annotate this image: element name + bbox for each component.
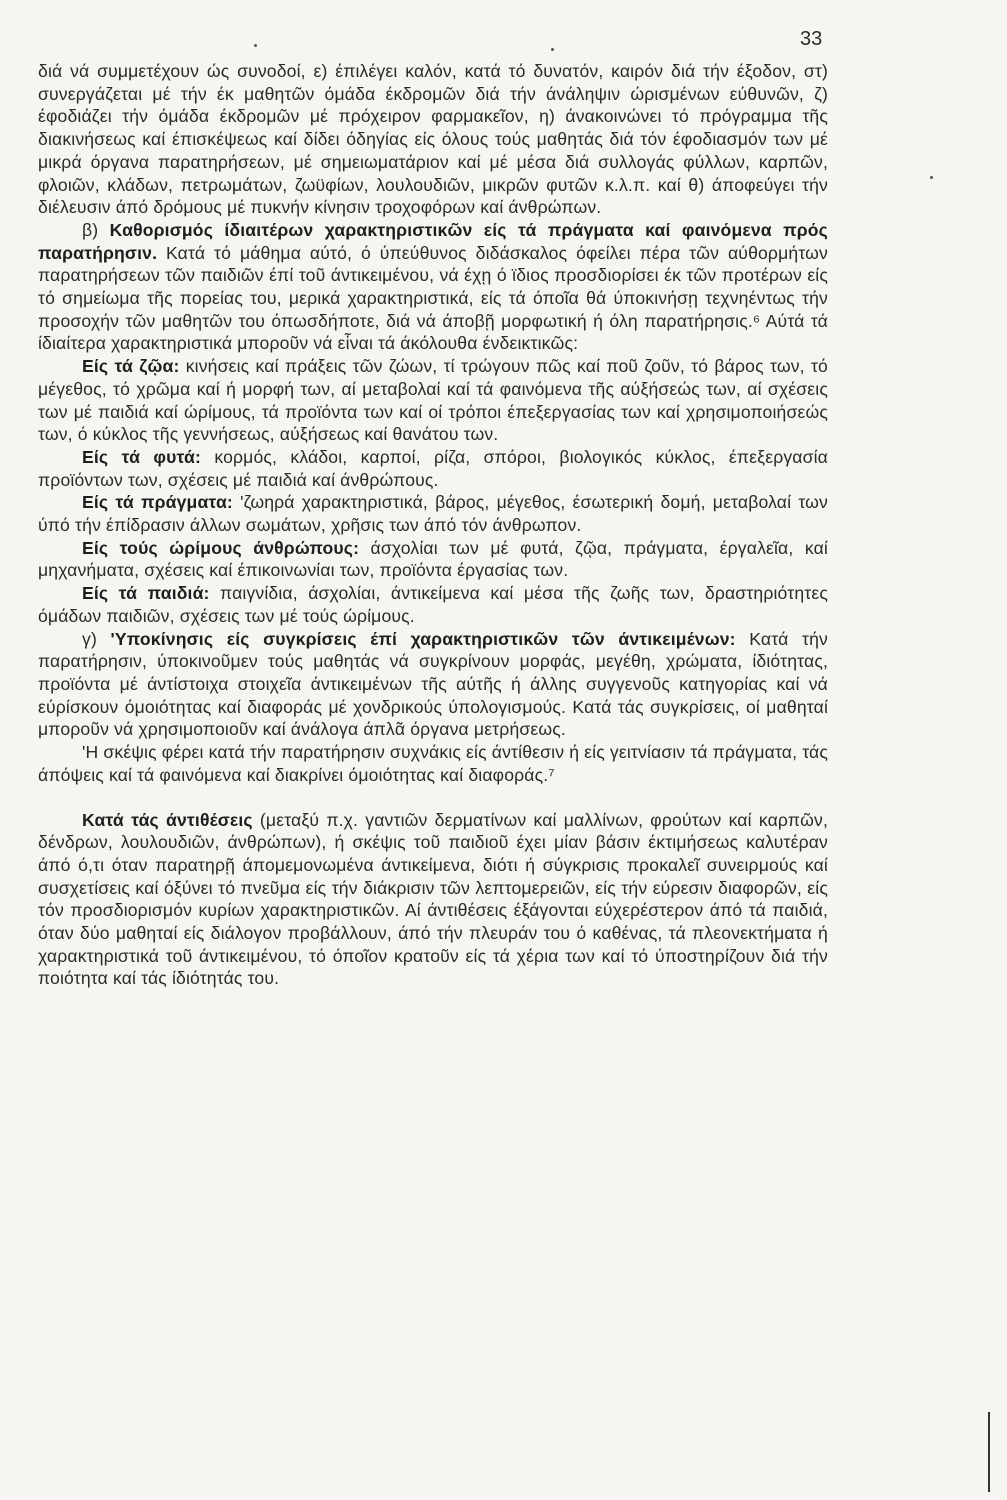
paragraph-heading: Είς τούς ώρίμους άνθρώπους: <box>82 537 360 558</box>
paragraph-heading: Είς τά παιδιά: <box>82 583 210 604</box>
scan-speck <box>551 48 554 51</box>
paragraph-text: άσχολίαι των μέ φυτά, ζῷα, πράγματα, έργαλεῖα, καί μηχανήματα, σχέσεις καί έπικοινωνίαι των, προϊόντα έργασίας των. <box>38 537 828 581</box>
paragraph-heading: Είς τά φυτά: <box>82 446 201 467</box>
paragraph-animals <box>38 355 828 446</box>
paragraph-plants <box>38 446 828 491</box>
paragraph-text: 'ζωηρά χαρακτηριστικά, βάρος, μέγεθος, έσωτερική δομή, μεταβολαί των ύπό τήν έπίδρασιν άλλων σωμάτων, χρῆσις των άπό τόν άνθρωπον. <box>38 492 828 536</box>
paragraph-heading: Κατά τάς άντιθέσεις <box>82 809 253 830</box>
paragraph-text: κορμός, κλάδοι, καρποί, ρίζα, σπόροι, βιολογικός κύκλος, έπεξεργασία προϊόντων των, σχέσεις μέ παιδιά καί άνθρώπους. <box>38 446 829 490</box>
paragraph-things <box>38 491 828 536</box>
paragraph-children <box>38 582 828 627</box>
list-marker: β) <box>82 219 110 240</box>
paragraph-contrasts <box>38 809 828 991</box>
document-body <box>38 60 828 990</box>
paragraph-text: Κατά τήν παρατήρησιν, ύποκινοῦμεν τούς μαθητάς νά συγκρίνουν μορφάς, μεγέθη, χρώματα, ίδιότητας, προϊόντα μέ άντίστοιχα στοιχεῖα άντικειμένων τῆς αύτῆς ή άλλης συγγενοῦς κατηγορίας καί νά εύρίσκουν όμοιότητας καί διαφοράς μέ χονδρικούς ύπολογισμούς. Κατά τάς συγκρίσεις, οί μαθηταί μποροῦν νά χρησιμοποιοῦν καί άνάλογα άπλᾶ όργανα μετρήσεως. <box>38 628 828 740</box>
paragraph-heading: Καθορισμός ίδιαιτέρων χαρακτηριστικῶν είς τά πράγματα καί φαινόμενα πρός παρατήρησιν. <box>38 219 828 263</box>
paragraph-heading: Είς τά ζῷα: <box>82 356 180 377</box>
scan-speck <box>254 44 257 47</box>
paragraph-heading: Είς τά πράγματα: <box>82 492 233 513</box>
scan-speck <box>930 176 933 179</box>
paragraph-beta <box>38 219 828 355</box>
paragraph-text: παιγνίδια, άσχολίαι, άντικείμενα καί μέσα τῆς ζωῆς των, δραστηριότητες όμάδων παιδιῶν, σχέσεις των μέ τούς ώρίμους. <box>38 583 829 626</box>
list-marker: γ) <box>82 628 111 649</box>
paragraph-text: διά νά συμμετέχουν ώς συνοδοί, ε) έπιλέγει καλόν, κατά τό δυνατόν, καιρόν διά τήν έξοδον, στ) συνεργάζεται μέ τήν έκ μαθητῶν όμάδα έκδρομῶν διά τήν άνάληψιν ώρισμένων εύθυνῶν, ζ) έφοδιάζει τήν όμάδα έκδρομῶν μέ πρόχειρον φαρμακεῖον, η) άνακοινώνει τό πρόγραμμα τῆς διακινήσεως καί έπισκέψεως καί δίδει όδηγίας είς όλους τούς μαθητάς διά τόν έφοδιασμόν των μέ μικρά όργανα παρατηρήσεων, μέ σημειωματάριον καί μέ μέσα διά συλλογάς φύλλων, καρπῶν, φλοιῶν, κλάδων, πετρωμάτων, ζωϋφίων, λουλουδιῶν, μικρῶν φυτῶν κ.λ.π. καί θ) άποφεύγει τήν διέλευσιν άπό δρόμους μέ πυκνήν κίνησιν τροχοφόρων καί άνθρώπων. <box>38 61 828 218</box>
paragraph-intro <box>38 60 828 219</box>
paragraph-thinking <box>38 741 828 786</box>
paragraph-text: κινήσεις καί πράξεις τῶν ζώων, τί τρώγουν πῶς καί ποῦ ζοῦν, τό βάρος των, τό μέγεθος, τό χρῶμα καί ή μορφή των, αί μεταβολαί καί τά φαινόμενα τῆς αύξήσεώς των, αί σχέσεις των μέ παιδιά καί ώρίμους, τά προϊόντα των καί οί τρόποι έπεξεργασίας των καί χρησιμοποιήσεώς των, ό κύκλος τῆς γεννήσεως, αύξήσεως καί θανάτου των. <box>38 356 828 445</box>
paragraph-gamma <box>38 628 828 742</box>
paragraph-text: Κατά τό μάθημα αύτό, ό ύπεύθυνος διδάσκαλος όφείλει πέρα τῶν αύθορμήτων παρατηρήσεων τῶν παιδιῶν έπί τοῦ άντικειμένου, νά έχῃ ό ϊδιος προσδιορίσει έκ τῶν προτέρων είς τό σημείωμα τῆς πορείας του, μερικά χαρακτηριστικά, είς τά όποῖα θά ύποκινήσῃ τεχνηέντως τήν προσοχήν τῶν μαθητῶν του όπωσδήποτε, διά νά άποβῇ μορφωτική ή όλη παρατήρησις.⁶ Αύτά τά ίδιαίτερα χαρακτηριστικά μποροῦν νά εἶναι τά άκόλουθα ένδεικτικῶς: <box>38 242 828 354</box>
paragraph-text: 'Η σκέψις φέρει κατά τήν παρατήρησιν συχνάκις είς άντίθεσιν ή είς γειτνίασιν τά πράγματα, τάς άπόψεις καί τά φαινόμενα καί διακρίνει όμοιότητας καί διαφοράς.⁷ <box>38 742 828 785</box>
paragraph-text: (μεταξύ π.χ. γαντιῶν δερματίνων καί μαλλίνων, φρούτων καί καρπῶν, δένδρων, λουλουδιῶν, άνθρώπων), ή σκέψις τοῦ παιδιοῦ έχει μίαν βάσιν έκτιμήσεως καλυτέραν άπό ό,τι όταν παρατηρῇ άπομεμονωμένα άντικείμενα, διότι ή σύγκρισις προκαλεῖ συνειρμούς καί συσχετίσεις καί όξύνει τό πνεῦμα είς τήν διάκρισιν τῶν λεπτομερειῶν, είς τήν εύρεσιν διαφορῶν, είς τόν προσδιορισμόν κυρίων χαρακτηριστικῶν. Αί άντιθέσεις έξάγονται εύχερέστερον άπό τά παιδιά, όταν δύο μαθηταί είς διάλογον προβάλλουν, άπό τήν πλευράν του ό καθένας, τά πλεονεκτήματα ή χαρακτηριστικά τοῦ άντικειμένου, τό όποῖον κρατοῦν είς τά χέρια των καί τό ύποστηρίζουν διά τήν ποιότητα καί τάς ίδιότητάς του. <box>38 809 828 989</box>
paragraph-heading: 'Υποκίνησις είς συγκρίσεις έπί χαρακτηριστικῶν τῶν άντικειμένων: <box>110 628 736 649</box>
page-number: 33 <box>800 28 823 50</box>
paragraph-adults <box>38 537 828 582</box>
margin-mark <box>988 1412 990 1492</box>
